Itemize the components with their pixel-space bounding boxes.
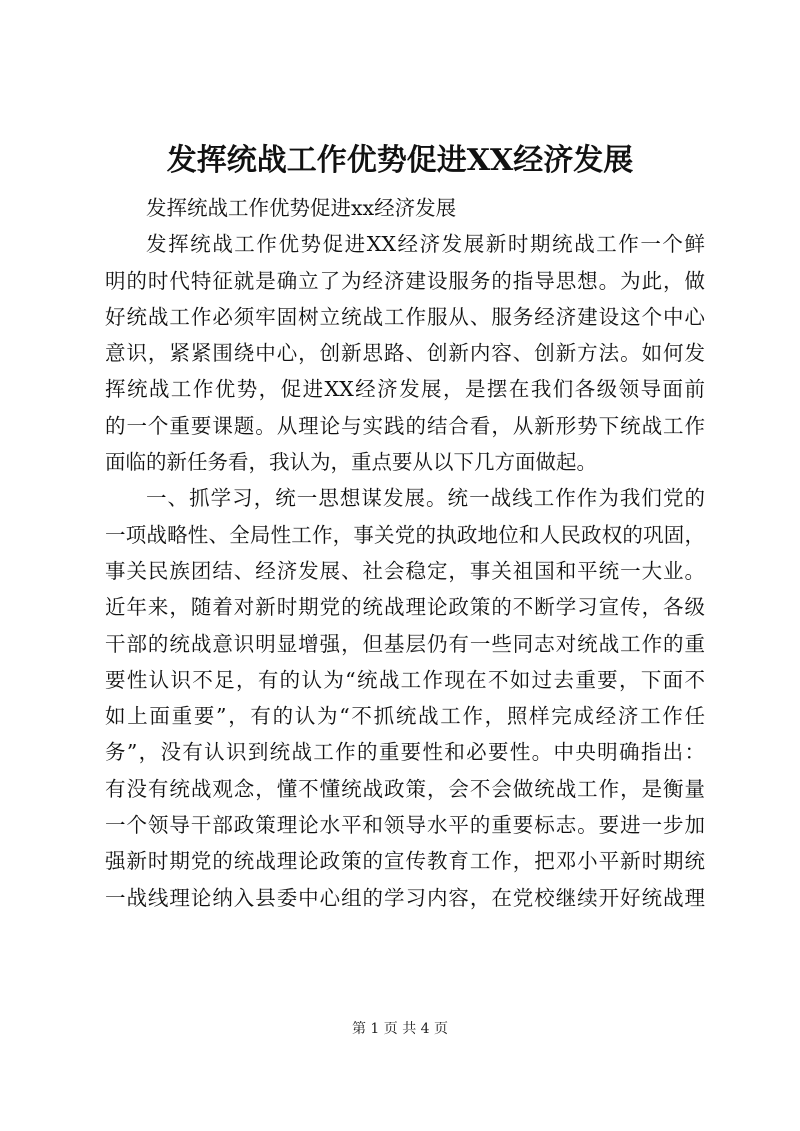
text-line: 发挥统战工作优势促进XX经济发展新时期统战工作一个鲜 <box>146 232 705 257</box>
text-line: 一项战略性、全局性工作，事关党的执政地位和人民政权的巩固， <box>105 522 705 547</box>
text-line: 干部的统战意识明显增强，但基层仍有一些同志对统战工作的重 <box>105 631 705 656</box>
text-line: 面临的新任务看，我认为，重点要从以下几方面做起。 <box>105 450 597 475</box>
text-line: 发挥统战工作优势促进xx经济发展 <box>146 196 457 220</box>
text-line: 务”，没有认识到统战工作的重要性和必要性。中央明确指出： <box>105 740 705 765</box>
text-line: 挥统战工作优势，促进XX经济发展，是摆在我们各级领导面前 <box>105 377 705 402</box>
text-line: 强新时期党的统战理论政策的宣传教育工作，把邓小平新时期统 <box>105 849 705 874</box>
text-line: 有没有统战观念，懂不懂统战政策，会不会做统战工作，是衡量 <box>105 776 705 801</box>
text-line: 好统战工作必须牢固树立统战工作服从、服务经济建设这个中心 <box>105 304 705 329</box>
text-line: 明的时代特征就是确立了为经济建设服务的指导思想。为此，做 <box>105 268 705 293</box>
text-line: 要性认识不足，有的认为“统战工作现在不如过去重要，下面不 <box>105 667 705 692</box>
text-line: 一战线理论纳入县委中心组的学习内容，在党校继续开好统战理 <box>105 885 705 910</box>
text-line: 事关民族团结、经济发展、社会稳定，事关祖国和平统一大业。 <box>105 558 705 583</box>
text-line: 的一个重要课题。从理论与实践的结合看，从新形势下统战工作 <box>105 413 705 438</box>
text-line: 如上面重要”，有的认为“不抓统战工作，照样完成经济工作任 <box>105 704 705 729</box>
text-line: 一、抓学习，统一思想谋发展。统一战线工作作为我们党的 <box>146 486 705 511</box>
text-line: 意识，紧紧围绕中心，创新思路、创新内容、创新方法。如何发 <box>105 341 705 366</box>
text-line: 近年来，随着对新时期党的统战理论政策的不断学习宣传，各级 <box>105 595 705 620</box>
document-title: 发挥统战工作优势促进XX经济发展 <box>166 143 634 178</box>
document-body <box>105 190 705 916</box>
page-footer: 第 1 页 共 4 页 <box>351 1021 449 1037</box>
text-line: 一个领导干部政策理论水平和领导水平的重要标志。要进一步加 <box>105 813 705 838</box>
